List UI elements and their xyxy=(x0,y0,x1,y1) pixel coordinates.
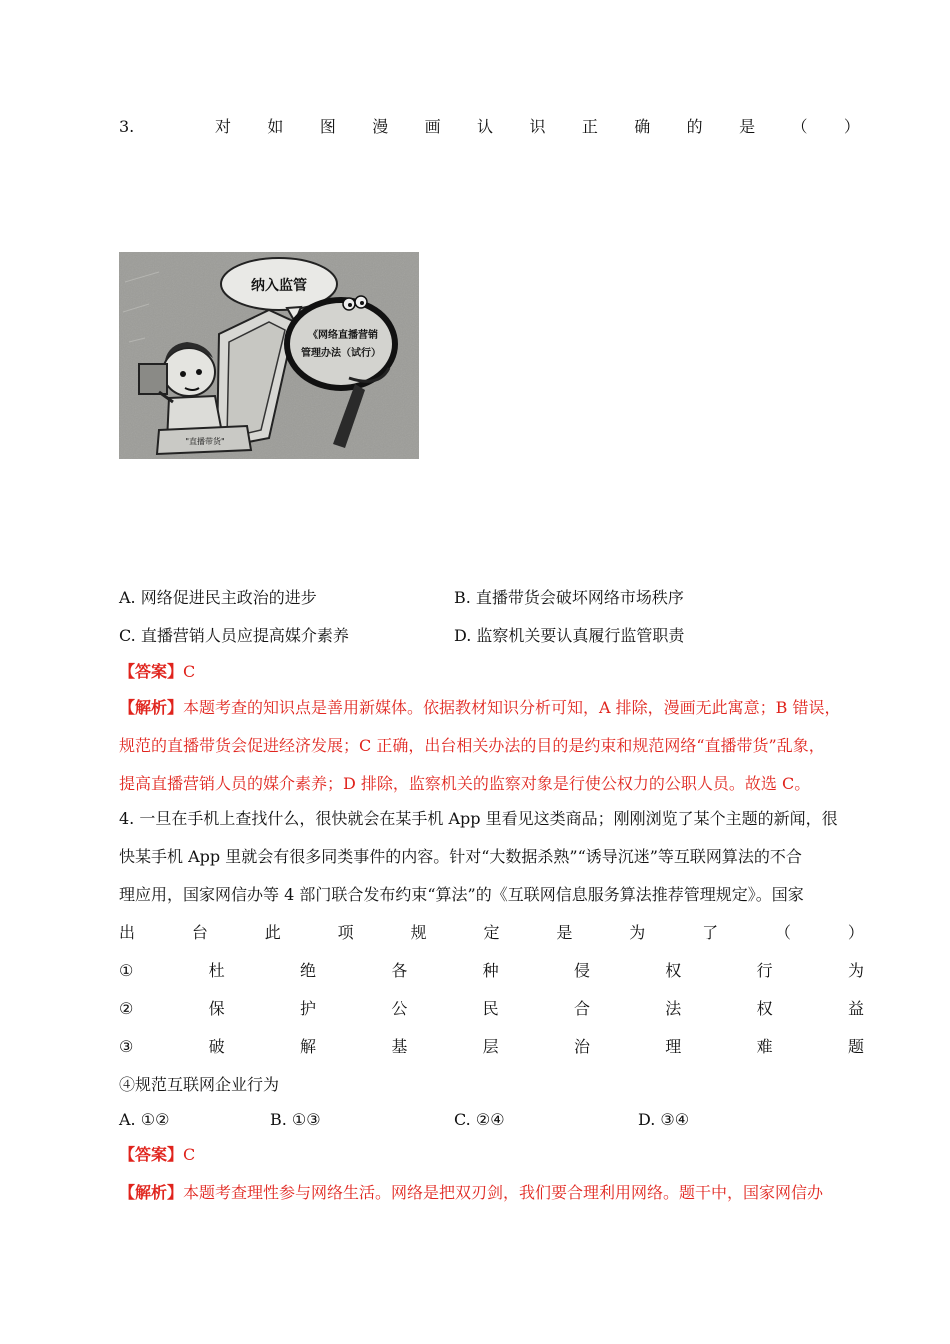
analysis-text: 本题考查的知识点是善用新媒体。依据教材知识分析可知，A 排除，漫画无此寓意；B 错误， xyxy=(183,698,841,717)
answer-value: C xyxy=(183,662,196,681)
q4-stem-char: 了 xyxy=(702,923,719,942)
q4-item-2 xyxy=(119,997,864,1021)
q3-stem-char: 漫 xyxy=(372,117,389,136)
q3-analysis-line-2: 规范的直播带货会促进经济发展；C 正确，出台相关办法的目的是约束和规范网络“直播带货”乱象， xyxy=(119,736,825,755)
q3-stem-char: 图 xyxy=(319,117,336,136)
q4-stem-line-3: 理应用，国家网信办等 4 部门联合发布约束“算法”的《互联网信息服务算法推荐管理规定》。国家 xyxy=(119,885,804,904)
q4-option-c: C. ②④ xyxy=(454,1110,505,1129)
q4-item-1-char: 权 xyxy=(665,961,682,980)
q4-item-2-char: 保 xyxy=(208,999,225,1018)
q4-option-d: D. ③④ xyxy=(638,1110,690,1129)
q4-item-3-char: 理 xyxy=(665,1037,682,1056)
q4-stem-char: ） xyxy=(847,923,864,942)
q4-item-2-char: 公 xyxy=(391,999,408,1018)
q4-stem-char: 项 xyxy=(337,923,354,942)
q4-item-2-char: ② xyxy=(119,999,134,1018)
q4-stem-char: 为 xyxy=(629,923,646,942)
q3-stem-char: （ xyxy=(791,117,808,136)
q3-stem-char: 识 xyxy=(529,117,546,136)
q3-stem-char: 正 xyxy=(581,117,598,136)
q4-item-1-char: 为 xyxy=(847,961,864,980)
q4-item-1-char: 绝 xyxy=(299,961,316,980)
question-3-stem xyxy=(215,115,860,139)
q4-item-3-char: 破 xyxy=(208,1037,225,1056)
q4-item-1-char: ① xyxy=(119,961,134,980)
q4-stem-line-2: 快某手机 App 里就会有很多同类事件的内容。针对“大数据杀熟”“诱导沉迷”等互联网算法的不合 xyxy=(119,847,802,866)
box-label: "直播带货" xyxy=(185,437,225,446)
analysis-label: 【解析】 xyxy=(119,698,184,717)
q3-option-c: C. 直播营销人员应提高媒介素养 xyxy=(119,626,349,645)
q4-item-2-char: 民 xyxy=(482,999,499,1018)
q3-stem-char: 认 xyxy=(477,117,494,136)
q4-item-1-char: 各 xyxy=(391,961,408,980)
q4-stem-char: 是 xyxy=(556,923,573,942)
q4-answer xyxy=(119,1143,864,1167)
q4-item-1-char: 行 xyxy=(756,961,773,980)
q4-item-2-char: 权 xyxy=(756,999,773,1018)
q4-item-3-char: 题 xyxy=(847,1037,864,1056)
q4-item-1-char: 种 xyxy=(482,961,499,980)
q3-stem-char: 的 xyxy=(686,117,703,136)
answer-value: C xyxy=(183,1145,196,1164)
q4-item-2-char: 护 xyxy=(299,999,316,1018)
answer-label: 【答案】 xyxy=(119,662,184,681)
q3-option-b: B. 直播带货会破坏网络市场秩序 xyxy=(454,588,684,607)
q4-item-1-char: 侵 xyxy=(573,961,590,980)
q3-stem-char: 对 xyxy=(215,117,232,136)
q4-item-3 xyxy=(119,1035,864,1059)
q4-item-3-char: 治 xyxy=(573,1037,590,1056)
question-3-number: 3. xyxy=(119,117,135,136)
q4-stem-char: 台 xyxy=(191,923,208,942)
regulation-badge-line1: 《网络直播营销 xyxy=(308,330,378,341)
q4-stem-char: （ xyxy=(775,923,792,942)
q4-item-3-char: 难 xyxy=(756,1037,773,1056)
q4-item-3-char: 层 xyxy=(482,1037,499,1056)
q3-stem-char: 是 xyxy=(739,117,756,136)
speech-bubble-text: 纳入监管 xyxy=(251,278,307,294)
q3-option-a: A. 网络促进民主政治的进步 xyxy=(119,588,317,607)
q4-option-b: B. ①③ xyxy=(270,1110,321,1129)
q3-stem-char: ） xyxy=(843,117,860,136)
analysis-text: 本题考查理性参与网络生活。网络是把双刃剑，我们要合理利用网络。题干中，国家网信办 xyxy=(183,1183,824,1202)
q4-stem-char: 规 xyxy=(410,923,427,942)
regulation-badge-line2: 管理办法（试行） xyxy=(301,348,381,359)
q3-stem-char: 如 xyxy=(267,117,284,136)
q4-item-1-char: 杜 xyxy=(208,961,225,980)
q3-option-d: D. 监察机关要认真履行监管职责 xyxy=(454,626,685,645)
q4-stem-char: 出 xyxy=(119,923,136,942)
q3-analysis-line-1 xyxy=(119,696,864,720)
q4-item-3-char: ③ xyxy=(119,1037,134,1056)
q4-item-3-char: 解 xyxy=(299,1037,316,1056)
q3-stem-char: 确 xyxy=(634,117,651,136)
q3-stem-char: 画 xyxy=(424,117,441,136)
q4-stem-line-1: 4. 一旦在手机上查找什么，很快就会在某手机 App 里看见这类商品；刚刚浏览了某个主题的新闻，很 xyxy=(119,809,838,828)
q4-stem-line-4 xyxy=(119,921,864,945)
q3-answer xyxy=(119,660,864,684)
q4-analysis-line-1 xyxy=(119,1181,864,1205)
answer-label: 【答案】 xyxy=(119,1145,184,1164)
q4-item-4: ④规范互联网企业行为 xyxy=(119,1075,280,1094)
q4-option-a: A. ①② xyxy=(119,1110,170,1129)
q4-item-2-char: 法 xyxy=(665,999,682,1018)
q4-item-3-char: 基 xyxy=(391,1037,408,1056)
q3-analysis-line-3: 提高直播营销人员的媒介素养；D 排除，监察机关的监察对象是行使公权力的公职人员。故选 C。 xyxy=(119,774,811,793)
q4-item-1 xyxy=(119,959,864,983)
q4-stem-char: 定 xyxy=(483,923,500,942)
cartoon-image xyxy=(119,252,419,459)
q4-item-2-char: 合 xyxy=(573,999,590,1018)
q4-item-2-char: 益 xyxy=(847,999,864,1018)
q4-stem-char: 此 xyxy=(264,923,281,942)
analysis-label: 【解析】 xyxy=(119,1183,184,1202)
